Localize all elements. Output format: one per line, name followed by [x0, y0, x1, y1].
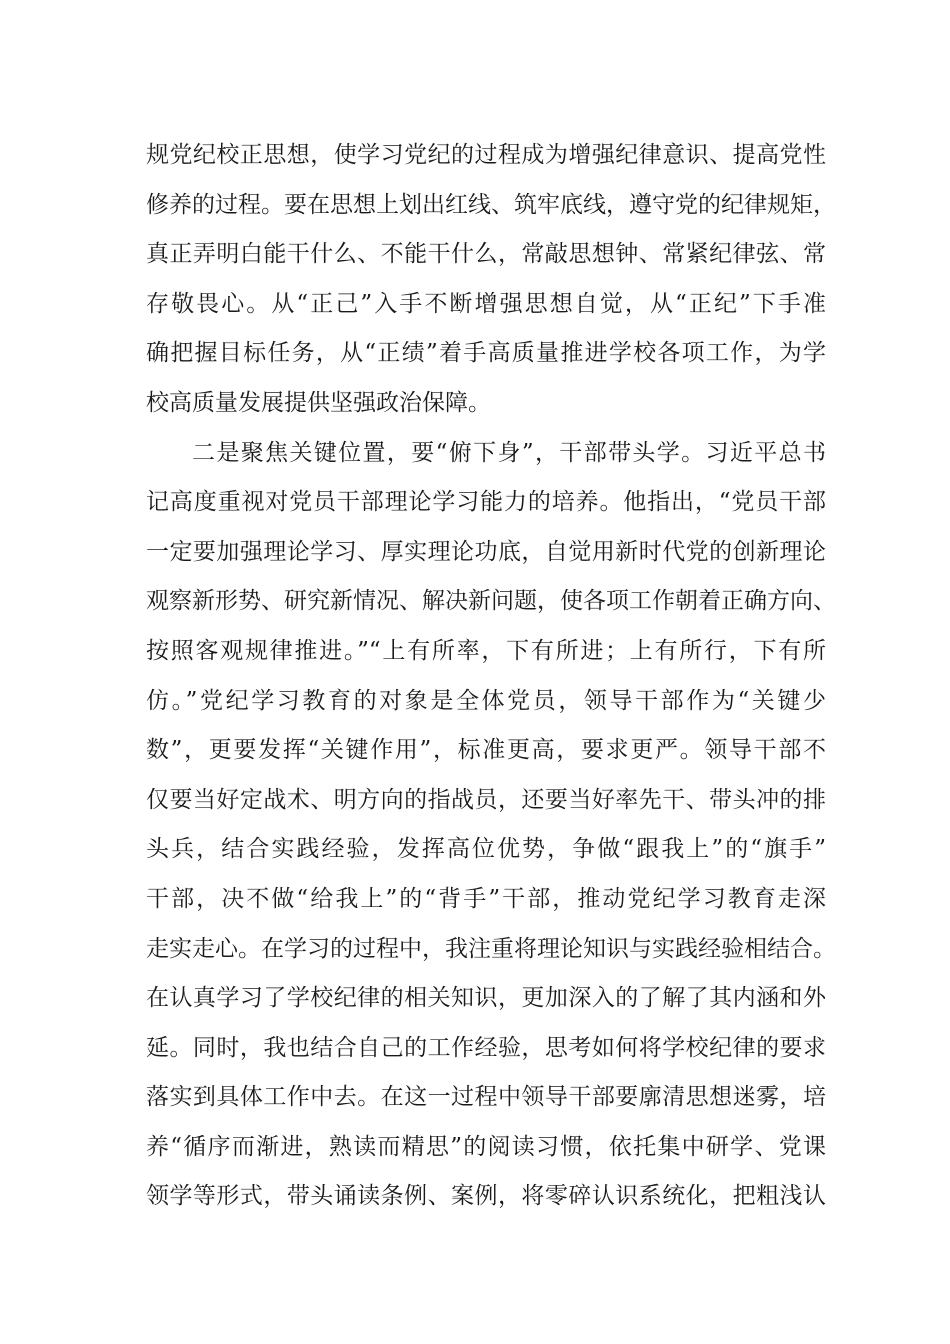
text-line: 落实到具体工作中去。在这一过程中领导干部要廓清思想迷雾，培	[146, 1084, 826, 1111]
text-line: 数”，更要发挥“关键作用”，标准更高，要求更严。领导干部不	[146, 737, 826, 764]
text-line: 走实走心。在学习的过程中，我注重将理论知识与实践经验相结合。	[146, 935, 836, 962]
text-line: 观察新形势、研究新情况、解决新问题，使各项工作朝着正确方向、	[146, 588, 836, 615]
text-line: 真正弄明白能干什么、不能干什么，常敲思想钟、常紧纪律弦、常	[146, 241, 826, 268]
text-line: 规党纪校正思想，使学习党纪的过程成为增强纪律意识、提高党性	[146, 142, 826, 168]
text-line: 延。同时，我也结合自己的工作经验，思考如何将学校纪律的要求	[146, 1034, 826, 1061]
text-line: 养“循序而渐进，熟读而精思”的阅读习惯，依托集中研学、党课	[146, 1133, 826, 1160]
text-line: 在认真学习了学校纪律的相关知识，更加深入的了解了其内涵和外	[146, 985, 826, 1012]
text-line: 记高度重视对党员干部理论学习能力的培养。他指出，“党员干部	[146, 489, 826, 516]
text-line: 修养的过程。要在思想上划出红线、筑牢底线，遵守党的纪律规矩，	[146, 191, 836, 218]
text-line: 仿。”党纪学习教育的对象是全体党员，领导干部作为“关键少	[146, 687, 826, 714]
text-line: 头兵，结合实践经验，发挥高位优势，争做“跟我上”的“旗手”	[146, 836, 826, 863]
body-text	[146, 131, 836, 1222]
text-line: 领学等形式，带头诵读条例、案例，将零碎认识系统化，把粗浅认	[146, 1183, 826, 1210]
text-line: 按照客观规律推进。”“上有所率，下有所进；上有所行，下有所	[146, 637, 826, 664]
text-line: 一定要加强理论学习、厚实理论功底，自觉用新时代党的创新理论	[146, 538, 826, 565]
paragraph-first-line: 二是聚焦关键位置，要“俯下身”，干部带头学。习近平总书	[192, 439, 826, 466]
text-line: 存敬畏心。从“正己”入手不断增强思想自觉，从“正纪”下手准	[146, 290, 826, 317]
text-line: 确把握目标任务，从“正绩”着手高质量推进学校各项工作，为学	[146, 340, 826, 367]
text-line: 校高质量发展提供坚强政治保障。	[146, 389, 491, 416]
text-line: 干部，决不做“给我上”的“背手”干部，推动党纪学习教育走深	[146, 885, 826, 912]
text-line: 仅要当好定战术、明方向的指战员，还要当好率先干、带头冲的排	[146, 786, 826, 813]
